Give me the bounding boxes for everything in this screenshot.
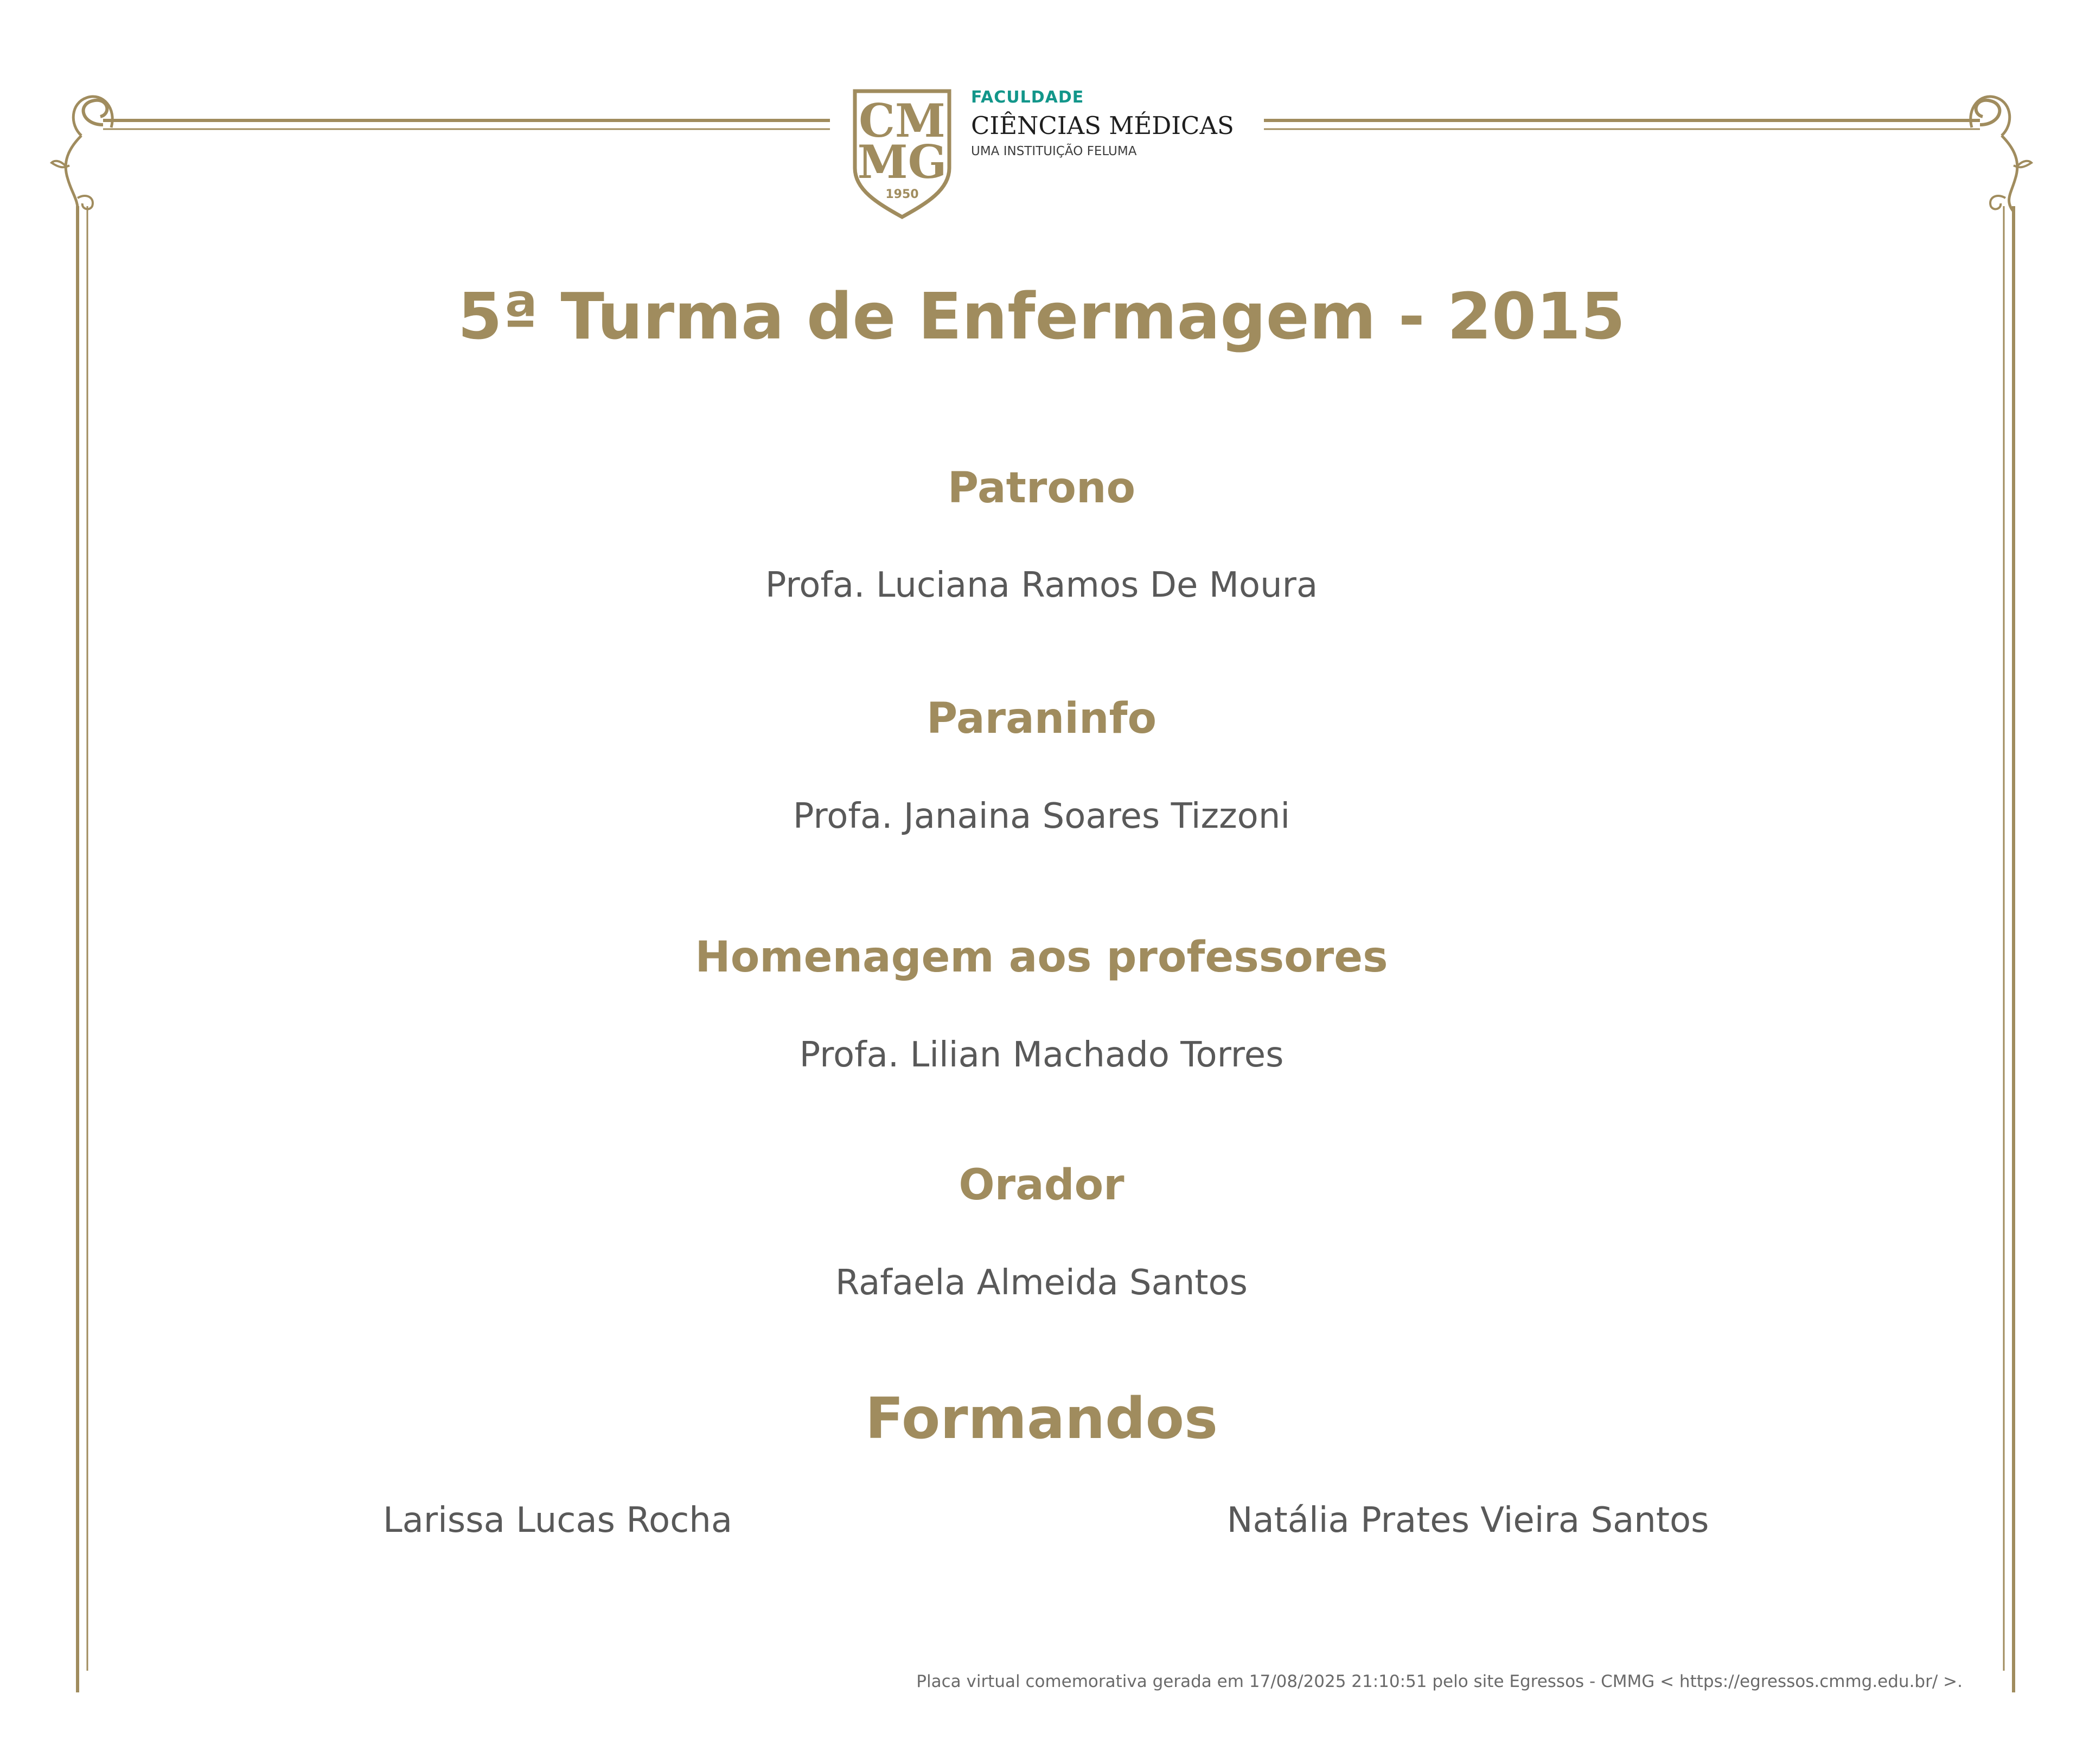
logo-text-block: [971, 88, 1253, 159]
page-title: 5ª Turma de Enfermagem - 2015: [457, 279, 1626, 354]
section-heading-orador: Orador: [959, 1161, 1124, 1210]
graduate-name: Natália Prates Vieira Santos: [1226, 1500, 1709, 1541]
svg-text:CM: CM: [859, 94, 945, 148]
svg-text:MG: MG: [857, 135, 947, 189]
section-heading-paraninfo: Paraninfo: [926, 694, 1157, 743]
logo-subtitle: UMA INSTITUIÇÃO FELUMA: [971, 144, 1137, 158]
homenagem-name: Profa. Lilian Machado Torres: [799, 1035, 1284, 1075]
formandos-heading: Formandos: [865, 1385, 1218, 1452]
cmmg-shield-icon: [851, 87, 954, 222]
svg-text:1950: 1950: [885, 188, 919, 201]
section-heading-patrono: Patrono: [947, 464, 1136, 513]
paraninfo-name: Profa. Janaina Soares Tizzoni: [793, 796, 1290, 836]
patrono-name: Profa. Luciana Ramos De Moura: [765, 565, 1318, 605]
footer-note: Placa virtual comemorativa gerada em 17/08/2025 21:10:51 pelo site Egressos - CMMG < https://egressos.cmmg.edu.br/ >.: [916, 1672, 1963, 1691]
section-heading-homenagem: Homenagem aos professores: [695, 933, 1388, 982]
logo-institution-name: CIÊNCIAS MÉDICAS: [971, 111, 1234, 140]
graduate-name: Larissa Lucas Rocha: [382, 1500, 733, 1541]
orador-name: Rafaela Almeida Santos: [835, 1263, 1248, 1303]
logo-faculdade: FACULDADE: [971, 88, 1084, 107]
